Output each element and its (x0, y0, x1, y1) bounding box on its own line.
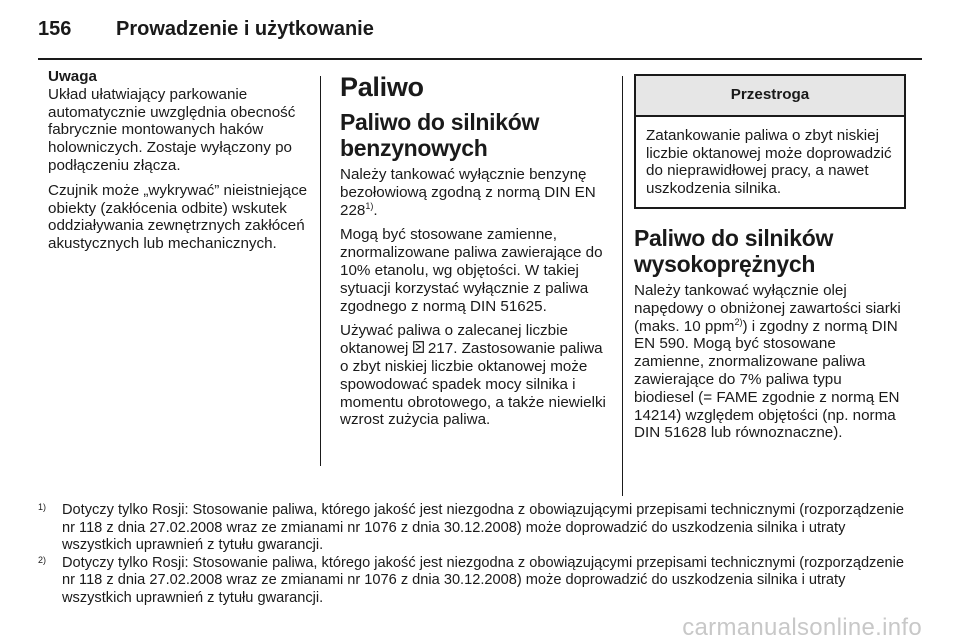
petrol-paragraph-1 (340, 166, 606, 219)
footnote-ref-1[interactable]: 1) (365, 200, 374, 211)
subheading-diesel: Paliwo do silników wysokoprężnych (634, 224, 834, 277)
petrol-p3-b: . Zastosowanie paliwa o zbyt niskiej liczbie oktanowej może spowodować spadek mocy silnika i momentu obrotowego, a także niewielki wzrost zużycia paliwa. (340, 340, 606, 429)
page-number: 156 (38, 18, 72, 40)
diesel-p1-b: ) i zgodny z normą DIN EN 590. Mogą być stosowane zamienne, znormalizowane paliwa zawierające do 7% paliwa typu biodiesel (= FAME zgodnie z normą EN 14214) względem objętości (np. norma DIN 51628 lub równoznaczne). (634, 317, 900, 442)
petrol-p3-a: Używać paliwa o zalecanej liczbie oktanowej (340, 322, 568, 358)
petrol-p1-end: . (373, 201, 378, 219)
footnotes (38, 502, 918, 607)
petrol-paragraph-3 (340, 322, 606, 429)
caution-box (634, 74, 906, 209)
column-right (634, 62, 902, 449)
petrol-p1-text: Należy tankować wyłącznie benzynę bezołowiową zgodną z normą DIN EN 228 (340, 166, 596, 219)
page-title: Prowadzenie i użytkowanie (116, 18, 374, 40)
footnote-mark: 1) (38, 502, 47, 512)
subheading-petrol: Paliwo do silników benzynowych (340, 109, 540, 161)
caution-text: Zatankowanie paliwa o zbyt niskiej liczbie oktanowej może doprowadzić do nieprawidłowej pracy, a nawet uszkodzenia silnika. (646, 126, 892, 198)
section-heading-fuel: Paliwo (340, 72, 424, 102)
footnote-1 (38, 502, 918, 555)
footnote-text: Dotyczy tylko Rosji: Stosowanie paliwa, którego jakość jest niezgodna z obowiązującymi przepisami technicznymi (rozporządzenie nr 118 z dnia 27.02.2008 wraz ze zmianami nr 1076 z dnia 30.12.2008) może doprowadzić do uszkodzenia silnika i utraty wszystkich uprawnień z tytułu gwarancji. (62, 502, 904, 553)
note-text: Układ ułatwiający parkowanie automatycznie uwzględnia obecność fabrycznie montowanych haków holowniczych. Zostaje wyłączony po podłączeniu złącza. (48, 85, 296, 174)
column-divider-2 (622, 76, 623, 496)
watermark: carmanualsonline.info (682, 614, 922, 641)
diesel-p1-a: Należy tankować wyłącznie olej napędowy o obniżonej zawartości siarki (maks. 10 ppm (634, 281, 901, 335)
header-rule (38, 58, 922, 60)
footnote-ref-2[interactable]: 2) (734, 316, 743, 327)
petrol-paragraph-2: Mogą być stosowane zamienne, znormalizowane paliwa zawierające do 10% etanolu, wg objętości. W takiej sytuacji korzystać wyłącznie z paliwa zgodnego z normą DIN 51625. (340, 226, 603, 315)
column-left (48, 68, 312, 260)
sensor-paragraph: Czujnik może „wykrywać” nieistniejące obiekty (zakłócenia odbite) wskutek oddziaływania zewnętrznych zakłóceń akustycznych lub mechanicznych. (48, 181, 308, 253)
footnote-mark: 2) (38, 554, 47, 565)
page-reference-arrow-icon (413, 340, 424, 358)
caution-title: Przestroga (636, 76, 904, 117)
page-reference-link[interactable]: 217 (427, 340, 454, 358)
footnote-2 (38, 555, 918, 608)
note-block (48, 68, 312, 175)
diesel-paragraph (634, 282, 902, 442)
note-title: Uwaga (48, 68, 97, 85)
column-divider-1 (320, 76, 321, 466)
footnote-text: Dotyczy tylko Rosji: Stosowanie paliwa, którego jakość jest niezgodna z obowiązującymi przepisami technicznymi (rozporządzenie nr 118 z dnia 27.02.2008 wraz ze zmianami nr 1076 z dnia 30.12.2008) może doprowadzić do uszkodzenia silnika i utraty wszystkich uprawnień z tytułu gwarancji. (62, 554, 904, 606)
column-middle (340, 62, 606, 436)
